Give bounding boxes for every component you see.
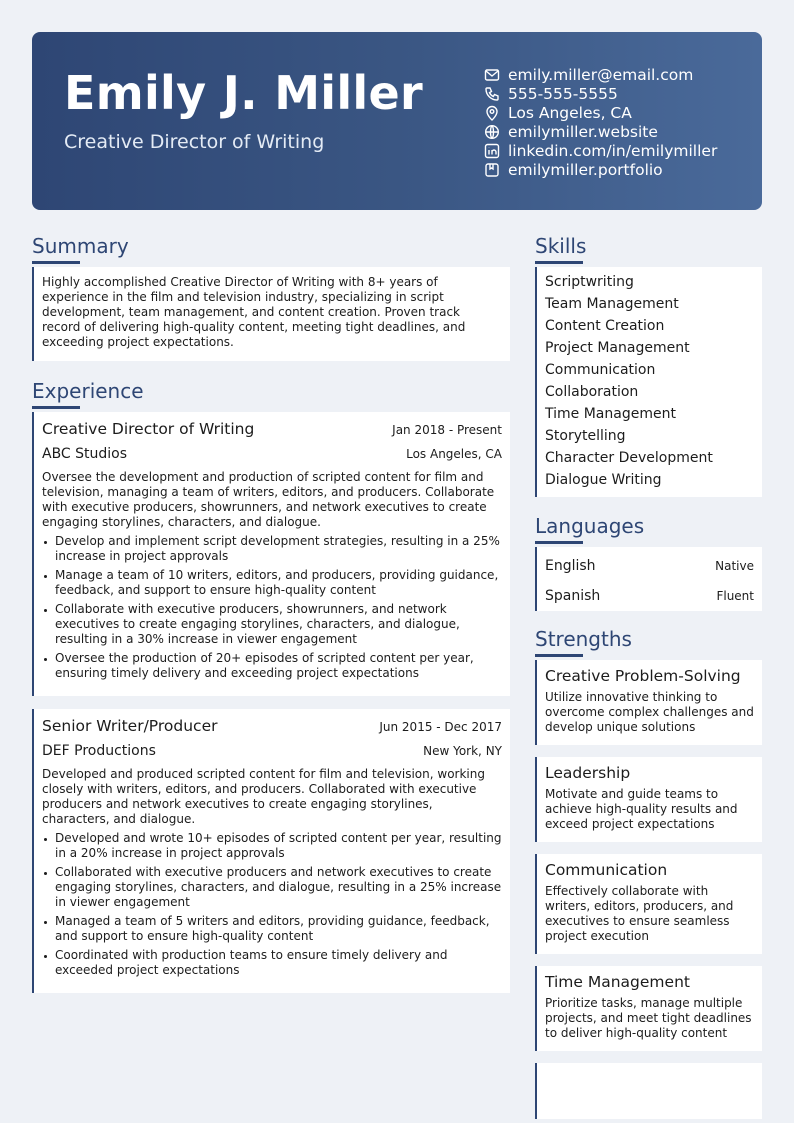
- skills-heading: Skills: [535, 234, 587, 258]
- empty-card: [535, 1063, 762, 1119]
- job-bullet: Develop and implement script development strategies, resulting in a 25% increase in project approvals: [42, 534, 502, 564]
- skill-item: Communication: [545, 362, 656, 378]
- contact-location-text: Los Angeles, CA: [508, 103, 632, 122]
- contact-phone[interactable]: [484, 84, 717, 103]
- strength-card: [535, 854, 762, 954]
- job-dates: Jun 2015 - Dec 2017: [379, 720, 502, 734]
- skill-item: Project Management: [545, 340, 690, 356]
- strength-card: [535, 660, 762, 745]
- strengths-rule: [535, 654, 583, 657]
- strength-title: Leadership: [545, 764, 631, 782]
- summary-text: Highly accomplished Creative Director of Writing with 8+ years of experience in the film and television industry, specializing in script development, team management, and content creation. Proven track record of delivering high-quality content, meeting tight deadlines, and exceeding project expectations.: [42, 275, 466, 349]
- strength-card: [535, 757, 762, 842]
- skills-rule: [535, 261, 583, 264]
- experience-heading: Experience: [32, 379, 144, 403]
- linkedin-icon: [484, 143, 500, 159]
- globe-icon: [484, 124, 500, 140]
- job-location: New York, NY: [423, 744, 502, 758]
- skill-item: Collaboration: [545, 384, 639, 400]
- strength-title: Communication: [545, 861, 668, 879]
- job-dates: Jan 2018 - Present: [392, 423, 502, 437]
- skill-item: Content Creation: [545, 318, 665, 334]
- location-pin-icon: [484, 105, 500, 121]
- job-entry: [32, 709, 510, 993]
- job-title: Creative Director of Writing: [42, 420, 255, 438]
- job-bullet: Collaborate with executive producers, showrunners, and network executives to create engaging storylines, characters, and dialogue, resulting in a 30% increase in viewer engagement: [42, 602, 502, 647]
- language-row: [545, 551, 754, 581]
- job-bullet: Developed and wrote 10+ episodes of scripted content per year, resulting in a 20% increase in project approvals: [42, 831, 502, 861]
- language-row: [545, 581, 754, 611]
- job-bullet: Managed a team of 5 writers and editors, providing guidance, feedback, and support to ensure high-quality content: [42, 914, 502, 944]
- job-location: Los Angeles, CA: [406, 447, 502, 461]
- candidate-name: Emily J. Miller: [64, 66, 423, 120]
- strength-description: Motivate and guide teams to achieve high-quality results and exceed project expectations: [545, 787, 738, 831]
- job-bullet: Collaborated with executive producers and network executives to create engaging storylines, characters, and dialogue, resulting in a 25% increase in viewer engagement: [42, 865, 502, 910]
- main-column: [32, 234, 510, 1006]
- contact-website[interactable]: [484, 122, 717, 141]
- skill-item: Storytelling: [545, 428, 626, 444]
- candidate-role: Creative Director of Writing: [64, 131, 325, 153]
- strength-card: [535, 966, 762, 1051]
- summary-rule: [32, 261, 80, 264]
- contact-list: [484, 65, 717, 179]
- side-column: [535, 234, 762, 1119]
- job-bullets: [42, 831, 502, 978]
- language-level: Native: [715, 559, 754, 573]
- contact-portfolio[interactable]: [484, 160, 717, 179]
- skills-card: [535, 267, 762, 497]
- job-bullet: Coordinated with production teams to ensure timely delivery and exceeded project expectations: [42, 948, 502, 978]
- job-title: Senior Writer/Producer: [42, 717, 218, 735]
- job-company: ABC Studios: [42, 446, 128, 462]
- languages-card: [535, 547, 762, 611]
- strength-description: Effectively collaborate with writers, editors, producers, and executives to ensure seamless project execution: [545, 884, 734, 943]
- language-name: Spanish: [545, 588, 601, 604]
- job-entry: [32, 412, 510, 696]
- contact-linkedin-text: linkedin.com/in/emilymiller: [508, 141, 718, 160]
- language-level: Fluent: [716, 589, 754, 603]
- skill-item: Character Development: [545, 450, 713, 466]
- strength-description: Prioritize tasks, manage multiple projects, and meet tight deadlines to deliver high-quality content: [545, 996, 752, 1040]
- experience-rule: [32, 406, 80, 409]
- language-name: English: [545, 558, 596, 574]
- skill-item: Scriptwriting: [545, 274, 634, 290]
- contact-phone-text: 555-555-5555: [508, 84, 618, 103]
- resume-header: [32, 32, 762, 210]
- strength-title: Time Management: [545, 973, 690, 991]
- job-bullets: [42, 534, 502, 681]
- languages-rule: [535, 541, 583, 544]
- mail-icon: [484, 67, 500, 83]
- job-bullet: Manage a team of 10 writers, editors, and producers, providing guidance, feedback, and support to ensure high-quality content: [42, 568, 502, 598]
- skill-item: Time Management: [545, 406, 676, 422]
- contact-website-text: emilymiller.website: [508, 122, 658, 141]
- contact-linkedin[interactable]: [484, 141, 717, 160]
- job-description: Developed and produced scripted content for film and television, working closely with writers, editors, and producers. Collaborated with executive producers and network executives to create engaging storylines, characters, and dialogue.: [42, 767, 485, 826]
- skill-item: Dialogue Writing: [545, 472, 662, 488]
- summary-heading: Summary: [32, 234, 129, 258]
- skill-item: Team Management: [545, 296, 679, 312]
- contact-portfolio-text: emilymiller.portfolio: [508, 160, 663, 179]
- portfolio-icon: [484, 162, 500, 178]
- strength-description: Utilize innovative thinking to overcome complex challenges and develop unique solutions: [545, 690, 754, 734]
- job-company: DEF Productions: [42, 743, 156, 759]
- contact-email[interactable]: [484, 65, 717, 84]
- job-description: Oversee the development and production of scripted content for film and television, managing a team of writers, editors, and producers. Collaborate with executive producers, showrunners, and network executives to create engaging storylines, characters, and dialogue.: [42, 470, 495, 529]
- contact-location: [484, 103, 717, 122]
- phone-icon: [484, 86, 500, 102]
- job-bullet: Oversee the production of 20+ episodes of scripted content per year, ensuring timely delivery and exceeding project expectations: [42, 651, 502, 681]
- languages-heading: Languages: [535, 514, 645, 538]
- summary-card: [32, 267, 510, 361]
- strength-title: Creative Problem-Solving: [545, 667, 741, 685]
- strengths-heading: Strengths: [535, 627, 632, 651]
- contact-email-text: emily.miller@email.com: [508, 65, 694, 84]
